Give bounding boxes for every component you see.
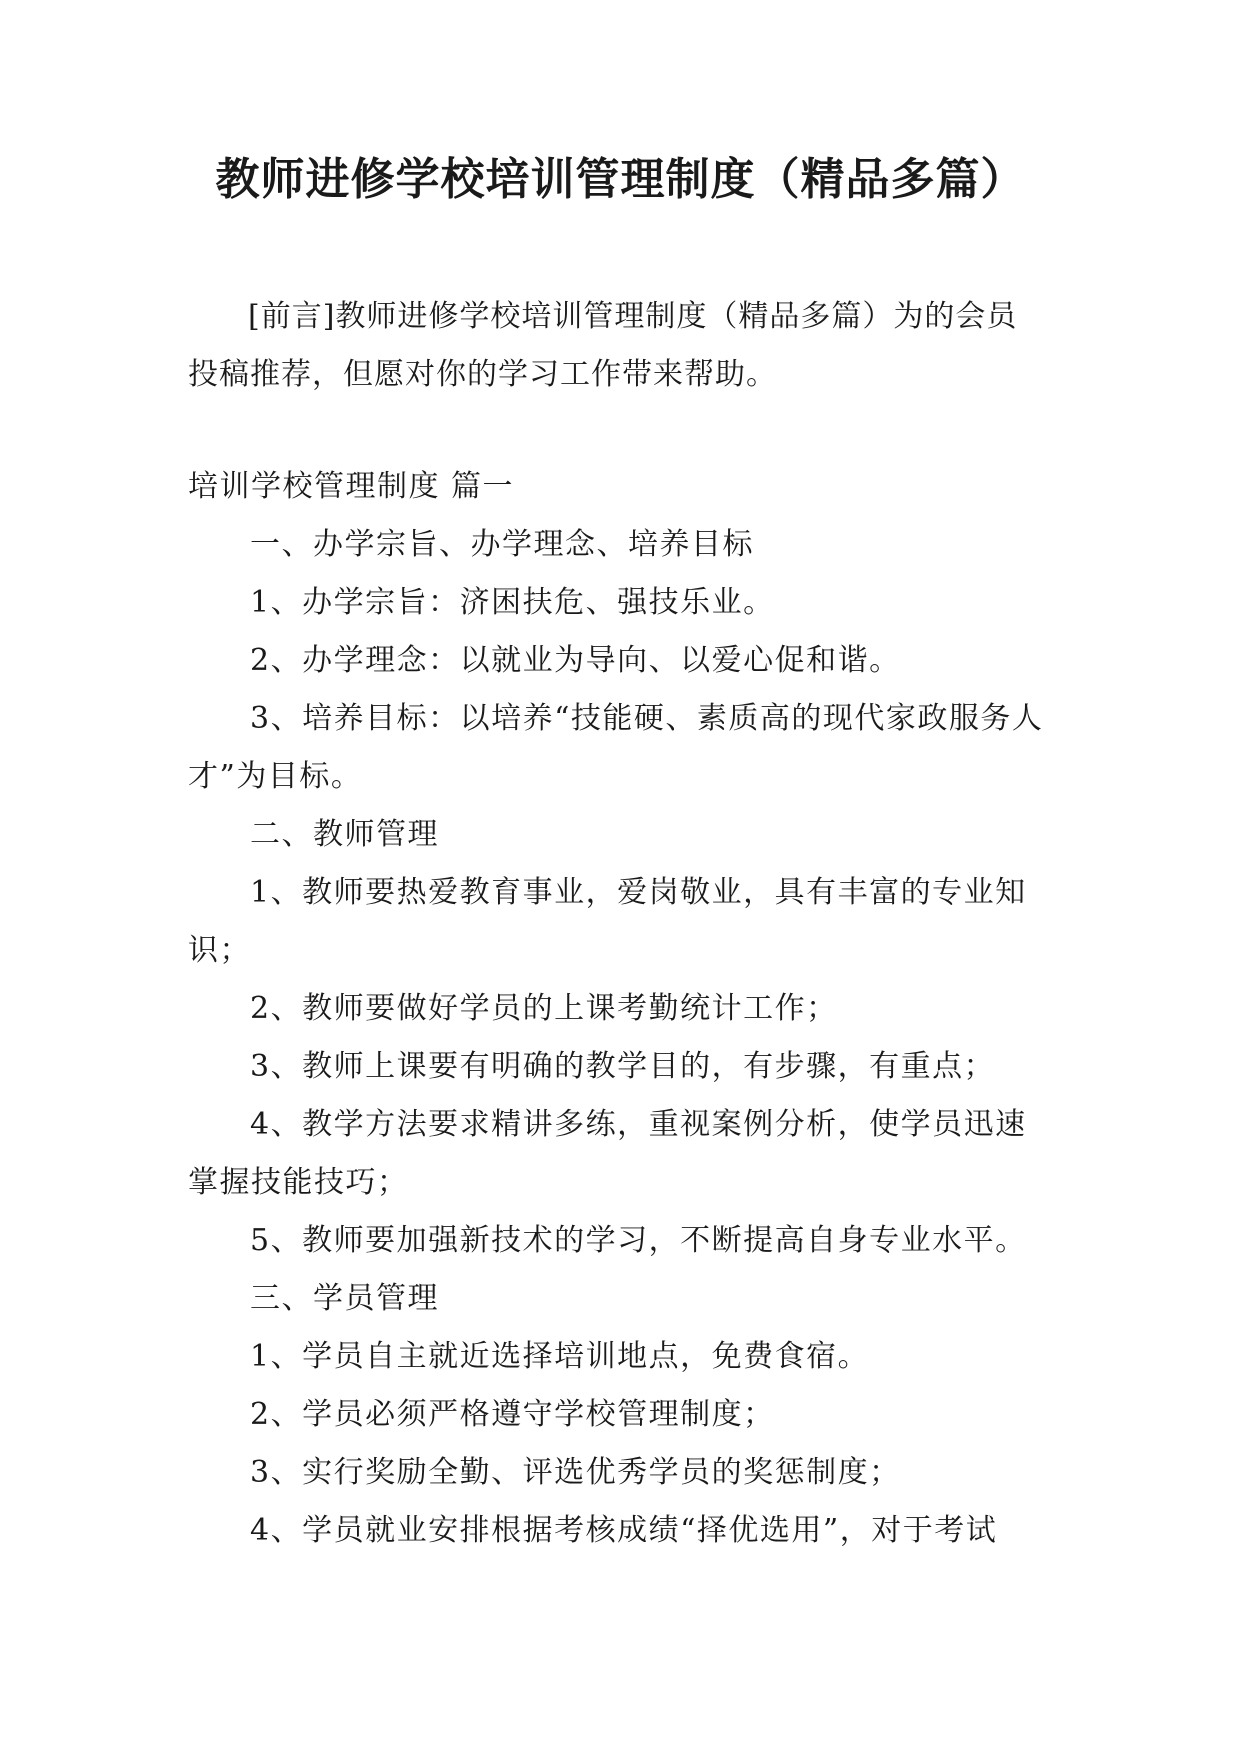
paragraph: 3、实行奖励全勤、评选优秀学员的奖惩制度； <box>250 1455 901 1490</box>
document-title: 教师进修学校培训管理制度（精品多篇） <box>215 154 1026 205</box>
heading-student-management: 三、学员管理 <box>250 1281 439 1316</box>
paragraph: 2、教师要做好学员的上课考勤统计工作； <box>250 991 838 1026</box>
paragraph: 1、办学宗旨：济困扶危、强技乐业。 <box>250 585 775 620</box>
paragraph: 2、学员必须严格遵守学校管理制度； <box>250 1397 775 1432</box>
paragraph: 1、学员自主就近选择培训地点，免费食宿。 <box>250 1339 870 1374</box>
heading-aims: 一、办学宗旨、办学理念、培养目标 <box>250 527 754 562</box>
paragraph: 4、教学方法要求精讲多练，重视案例分析，使学员迅速掌握技能技巧； <box>188 1107 1027 1200</box>
document-body <box>188 458 1048 1560</box>
section-heading: 培训学校管理制度 篇一 <box>188 469 515 504</box>
paragraph: 3、培养目标：以培养“技能硬、素质高的现代家政服务人才”为目标。 <box>188 701 1044 794</box>
intro-paragraph: [前言]教师进修学校培训管理制度（精品多篇）为的会员投稿推荐，但愿对你的学习工作带来帮助。 <box>188 299 1018 392</box>
paragraph: 2、办学理念：以就业为导向、以爱心促和谐。 <box>250 643 901 678</box>
paragraph: 4、学员就业安排根据考核成绩“择优选用”，对于考试 <box>250 1513 998 1548</box>
paragraph: 5、教师要加强新技术的学习，不断提高自身专业水平。 <box>250 1223 1027 1258</box>
paragraph: 1、教师要热爱教育事业，爱岗敬业，具有丰富的专业知识； <box>188 875 1027 968</box>
heading-teacher-management: 二、教师管理 <box>250 817 439 852</box>
paragraph: 3、教师上课要有明确的教学目的，有步骤，有重点； <box>250 1049 996 1084</box>
